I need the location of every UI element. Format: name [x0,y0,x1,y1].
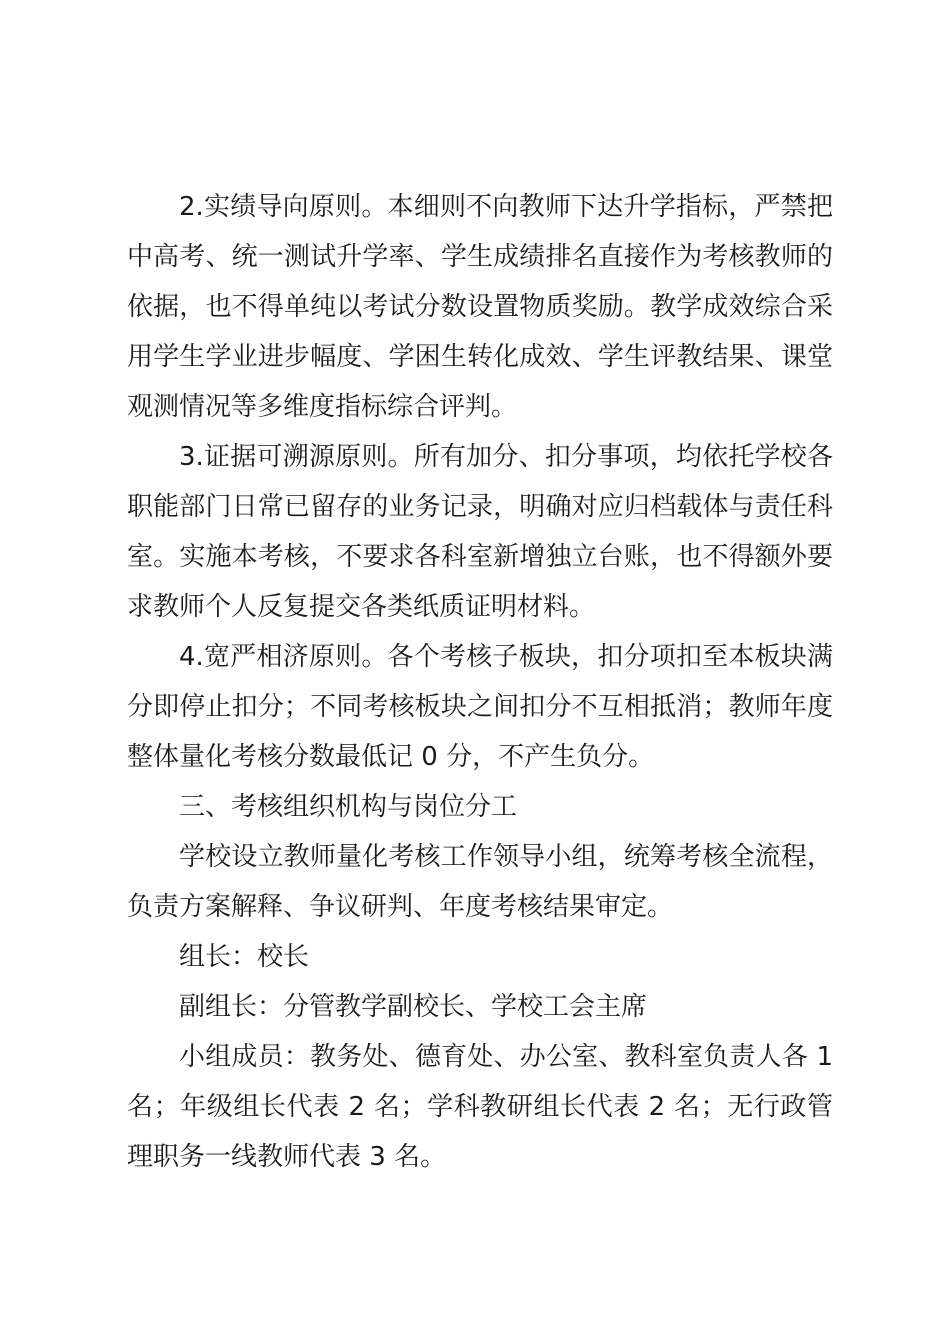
document-body [127,182,833,1182]
paragraph-principle-2: 2.实绩导向原则。本细则不向教师下达升学指标，严禁把中高考、统一测试升学率、学生成绩排名直接作为考核教师的依据，也不得单纯以考试分数设置物质奖励。教学成效综合采用学生学业进步幅度、学困生转化成效、学生评教结果、课堂观测情况等多维度指标综合评判。 [127,192,833,422]
paragraph-group-leader: 组长：校长 [179,942,310,972]
section-heading-organization: 三、考核组织机构与岗位分工 [179,792,518,822]
paragraph-leadership-group: 学校设立教师量化考核工作领导小组，统筹考核全流程，负责方案解释、争议研判、年度考核结果审定。 [127,842,833,922]
paragraph-principle-3: 3.证据可溯源原则。所有加分、扣分事项，均依托学校各职能部门日常已留存的业务记录，明确对应归档载体与责任科室。实施本考核，不要求各科室新增独立台账，也不得额外要求教师个人反复提交各类纸质证明材料。 [127,442,833,622]
paragraph-principle-4: 4.宽严相济原则。各个考核子板块，扣分项扣至本板块满分即停止扣分；不同考核板块之间扣分不互相抵消；教师年度整体量化考核分数最低记 0 分，不产生负分。 [127,642,833,772]
paragraph-deputy-leader: 副组长：分管教学副校长、学校工会主席 [179,992,648,1022]
paragraph-group-members: 小组成员：教务处、德育处、办公室、教科室负责人各 1 名；年级组长代表 2 名；学科教研组长代表 2 名；无行政管理职务一线教师代表 3 名。 [127,1042,833,1172]
